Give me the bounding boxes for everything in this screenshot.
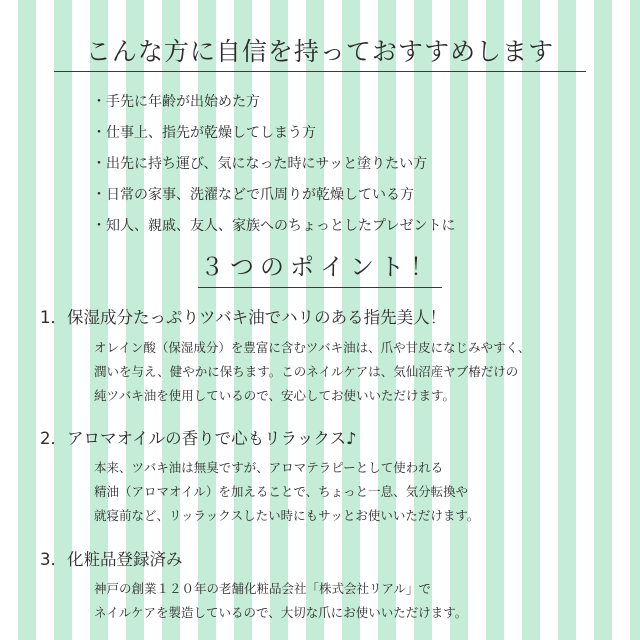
list-item: ・知人、親戚、友人、家族へのちょっとしたプレゼントに	[92, 218, 456, 234]
point-1-body	[94, 336, 634, 408]
list-item: ・仕事上、指先が乾燥してしまう方	[92, 125, 316, 141]
point-3-heading: 3．化粧品登録済み	[40, 550, 183, 569]
points-heading: ３つのポイント！	[200, 253, 440, 281]
point-2-body	[94, 456, 634, 528]
point-2-heading: 2．アロマオイルの香りで心もリラックス♪	[40, 429, 357, 448]
title-underline	[54, 71, 586, 72]
point-2-line: 本来、ツバキ油は無臭ですが、アロマテラピーとして使われる	[94, 460, 444, 475]
point-3-body	[94, 577, 634, 625]
point-1-line: 潤いを与え、健やかに保ちます。このネイルケアは、気仙沼産ヤブ椿だけの	[94, 364, 519, 379]
list-item: ・手先に年齢が出始めた方	[92, 94, 260, 110]
list-item: ・日常の家事、洗濯などで爪周りが乾燥している方	[92, 187, 414, 203]
point-3-line: 神戸の創業１２０年の老舗化粧品会社「株式会社リアル」で	[94, 581, 432, 596]
point-3-line: ネイルケアを製造しているので、大切な爪にお使いいただけます。	[94, 605, 468, 620]
point-1-heading: 1．保湿成分たっぷりツバキ油でハリのある指先美人！	[40, 308, 447, 327]
page-title: こんな方に自信を持っておすすめします	[85, 37, 555, 66]
target-list	[92, 92, 455, 247]
points-heading-underline	[198, 287, 442, 288]
point-2-line: 精油（アロマオイル）を加えることで、ちょっと一息、気分転換や	[94, 484, 469, 499]
point-1-line: 純ツバキ油を使用しているので、安心してお使いいただけます。	[94, 388, 456, 403]
point-2-line: 就寝前など、リッラックスしたい時にもサッとお使いいただけます。	[94, 508, 480, 523]
point-1-line: オレイン酸（保湿成分）を豊富に含むツバキ油は、爪や甘皮になじみやすく、	[94, 340, 531, 355]
list-item: ・出先に持ち運び、気になった時にサッと塗りたい方	[92, 156, 428, 172]
